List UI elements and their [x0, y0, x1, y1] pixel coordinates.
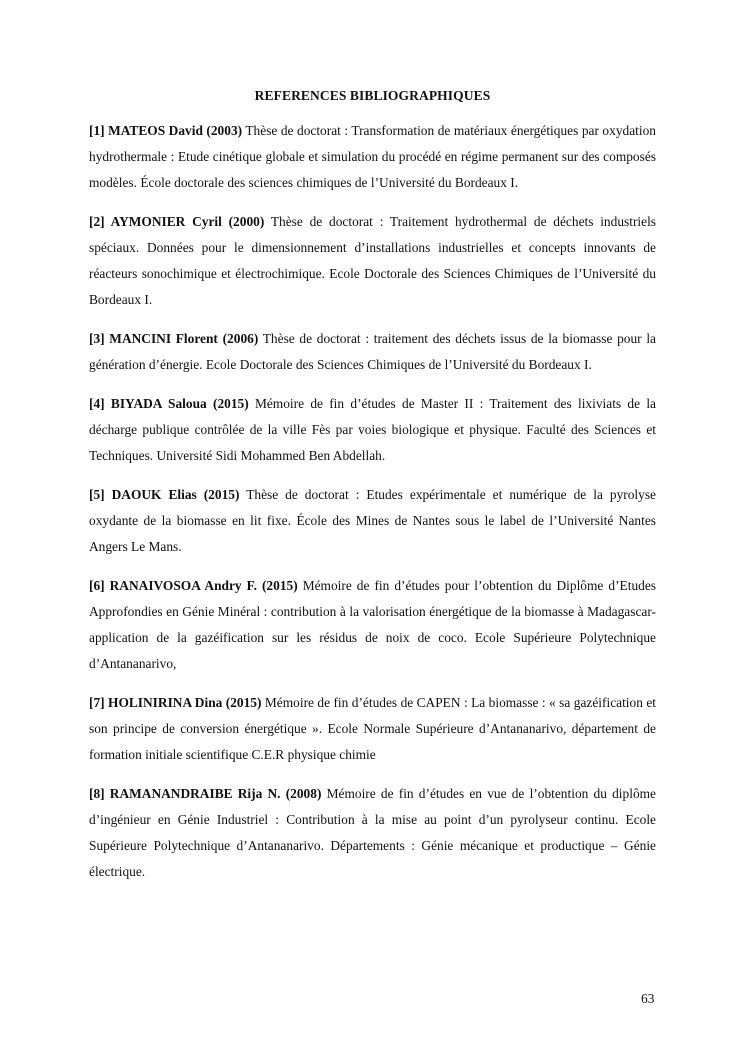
reference-text: Thèse de doctorat : Transformation de matériaux énergétiques par oxydation hydrothermale : Etude cinétique globale et simulation du procédé en régime permanent sur des composés modèles. École doctorale des sciences chimiques de l’Université du Bordeaux I. [89, 123, 656, 190]
reference-text: Mémoire de fin d’études en vue de l’obtention du diplôme d’ingénieur en Génie Industriel : Contribution à la mise au point d’un pyrolyseur continu. Ecole Supérieure Polytechnique d’Antananarivo. Départements : Génie mécanique et productique – Génie électrique. [89, 786, 657, 879]
document-page [89, 88, 656, 898]
reference-head: [1] MATEOS David (2003) [89, 123, 243, 138]
reference-head: [3] MANCINI Florent (2006) [89, 331, 259, 346]
reference-head: [5] DAOUK Elias (2015) [89, 487, 240, 502]
page-title: REFERENCES BIBLIOGRAPHIQUES [254, 88, 491, 103]
reference-item [89, 573, 656, 677]
reference-item [89, 118, 656, 196]
reference-item [89, 326, 656, 378]
reference-text: Thèse de doctorat : Traitement hydrothermal de déchets industriels spéciaux. Données pour le dimensionnement d’installations industrielles et concepts innovants de réacteurs sonochimique et électrochimique. Ecole Doctorale des Sciences Chimiques de l’Université du Bordeaux I. [89, 214, 657, 307]
reference-text: Mémoire de fin d’études pour l’obtention du Diplôme d’Etudes Approfondies en Génie Minéral : contribution à la valorisation énergétique de la biomasse à Madagascar- application de la gazéification sur les résidus de noix de coco. Ecole Supérieure Polytechnique d’Antananarivo, [89, 578, 656, 671]
reference-head: [6] RANAIVOSOA Andry F. (2015) [89, 578, 298, 593]
reference-text: Thèse de doctorat : traitement des déchets issus de la biomasse pour la génération d’énergie. Ecole Doctorale des Sciences Chimiques de l’Université du Bordeaux I. [89, 331, 656, 372]
reference-item [89, 690, 656, 768]
reference-item [89, 781, 656, 885]
reference-text: Thèse de doctorat : Etudes expérimentale et numérique de la pyrolyse oxydante de la biomasse en lit fixe. École des Mines de Nantes sous le label de l’Université Nantes Angers Le Mans. [89, 487, 656, 554]
reference-item [89, 209, 656, 313]
reference-head: [2] AYMONIER Cyril (2000) [89, 214, 265, 229]
reference-item [89, 391, 656, 469]
reference-head: [8] RAMANANDRAIBE Rija N. (2008) [89, 786, 322, 801]
reference-item [89, 482, 656, 560]
reference-text: Mémoire de fin d’études de Master II : Traitement des lixiviats de la décharge publique contrôlée de la ville Fès par voies biologique et physique. Faculté des Sciences et Techniques. Université Sidi Mohammed Ben Abdellah. [89, 396, 656, 463]
reference-head: [4] BIYADA Saloua (2015) [89, 396, 249, 411]
page-number: 63 [641, 991, 655, 1006]
reference-head: [7] HOLINIRINA Dina (2015) [89, 695, 262, 710]
reference-text: Mémoire de fin d’études de CAPEN : La biomasse : « sa gazéification et son principe de conversion énergétique ». Ecole Normale Supérieure d’Antananarivo, département de formation initiale scientifique C.E.R physique chimie [89, 695, 656, 762]
